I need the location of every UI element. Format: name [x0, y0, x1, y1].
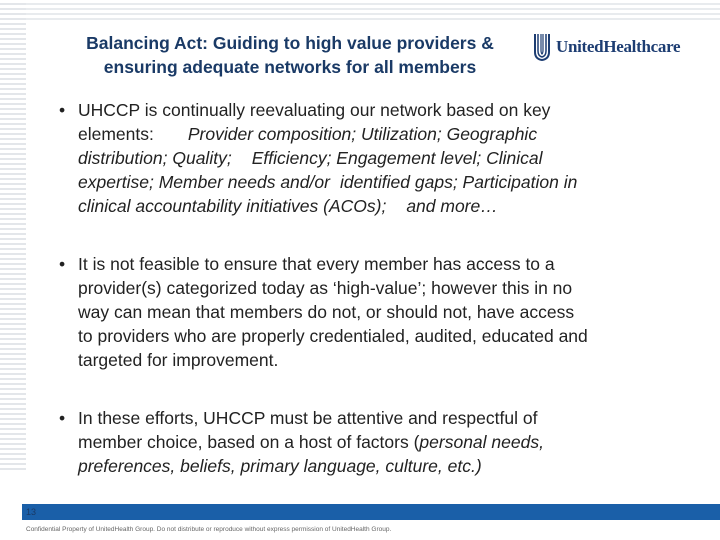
bullet-text-italic: Provider composition; Utilization; Geographic	[187, 124, 538, 144]
title-line-2: ensuring adequate networks for all members	[103, 57, 477, 77]
bullet-feasibility	[56, 252, 676, 372]
bullet-text-italic: expertise; Member needs and/or	[78, 172, 330, 192]
footer-bar	[22, 504, 720, 520]
confidentiality-notice: Confidential Property of UnitedHealth Group. Do not distribute or reproduce without express permission of UnitedHealth Group.	[26, 526, 392, 533]
title-line-1: Balancing Act: Guiding to high value providers &	[86, 33, 494, 53]
bullet-text: elements:	[78, 124, 154, 144]
bullet-member-choice	[56, 406, 676, 478]
bullet-line	[78, 98, 676, 122]
bullet-line: provider(s) categorized today as ‘high-value’; however this in no	[78, 278, 573, 298]
bullet-line: to providers who are properly credentialed, audited, educated and	[78, 326, 588, 346]
bullet-line	[78, 194, 676, 218]
bullet-marker: •	[59, 408, 66, 428]
bullet-line: targeted for improvement.	[78, 350, 279, 370]
bullet-text: member choice, based on a host of factors (	[78, 432, 420, 452]
slide-title	[50, 31, 530, 79]
bullet-text-italic: personal needs,	[419, 432, 544, 452]
bullet-line: preferences, beliefs, primary language, culture, etc.)	[78, 456, 482, 476]
page-number: 13	[26, 507, 37, 517]
bullet-marker: •	[59, 254, 66, 274]
bullet-text-italic: Efficiency; Engagement level; Clinical	[251, 148, 543, 168]
bullet-line: In these efforts, UHCCP must be attentive and respectful of	[78, 408, 538, 428]
bullet-line	[78, 122, 676, 146]
bullet-line: It is not feasible to ensure that every member has access to a	[78, 254, 555, 274]
bullet-text-italic: clinical accountability initiatives (ACOs);	[78, 196, 387, 216]
unitedhealthcare-logo	[532, 30, 692, 64]
logo-text: UnitedHealthcare	[556, 37, 681, 56]
header-stripes	[0, 0, 720, 20]
bullet-list	[56, 98, 676, 478]
bullet-text-italic: identified gaps; Participation in	[339, 172, 578, 192]
unitedhealthcare-shield-icon	[532, 32, 552, 62]
left-stripes	[0, 0, 26, 470]
bullet-marker: •	[59, 100, 66, 120]
bullet-line	[78, 146, 676, 170]
bullet-line	[78, 430, 676, 454]
bullet-text-italic: and more…	[406, 196, 498, 216]
bullet-line: way can mean that members do not, or should not, have access	[78, 302, 575, 322]
bullet-text: UHCCP is continually reevaluating our network based on key	[78, 100, 551, 120]
bullet-network-elements	[56, 98, 676, 218]
bullet-text-italic: distribution; Quality;	[78, 148, 232, 168]
bullet-line	[78, 170, 676, 194]
